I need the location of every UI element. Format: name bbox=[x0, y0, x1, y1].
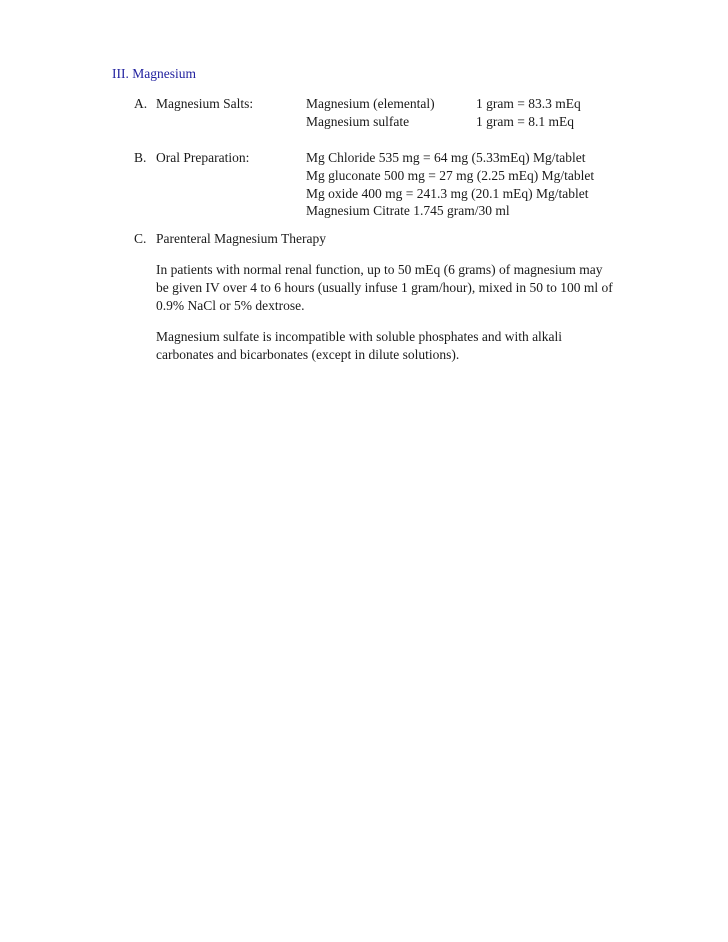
oral-prep-item: Magnesium Citrate 1.745 gram/30 ml bbox=[306, 203, 510, 218]
salt-name: Magnesium (elemental) bbox=[306, 96, 435, 111]
subsection-b-marker: B. bbox=[134, 150, 147, 165]
paragraph-line: carbonates and bicarbonates (except in dilute solutions). bbox=[156, 347, 460, 362]
subsection-b-title: Oral Preparation: bbox=[156, 150, 250, 165]
subsection-a-title: Magnesium Salts: bbox=[156, 96, 254, 111]
subsection-a-marker: A. bbox=[134, 96, 148, 111]
paragraph-line: Magnesium sulfate is incompatible with soluble phosphates and with alkali bbox=[156, 329, 563, 344]
subsection-c-title: Parenteral Magnesium Therapy bbox=[156, 231, 326, 246]
oral-prep-item: Mg oxide 400 mg = 241.3 mg (20.1 mEq) Mg/tablet bbox=[306, 186, 589, 201]
salt-value: 1 gram = 8.1 mEq bbox=[476, 114, 574, 129]
oral-prep-item: Mg Chloride 535 mg = 64 mg (5.33mEq) Mg/tablet bbox=[306, 150, 586, 165]
section-heading: III. Magnesium bbox=[112, 66, 196, 81]
subsection-c-marker: C. bbox=[134, 231, 147, 246]
paragraph-line: 0.9% NaCl or 5% dextrose. bbox=[156, 298, 305, 313]
oral-prep-item: Mg gluconate 500 mg = 27 mg (2.25 mEq) Mg/tablet bbox=[306, 168, 595, 183]
salt-value: 1 gram = 83.3 mEq bbox=[476, 96, 581, 111]
paragraph-line: In patients with normal renal function, up to 50 mEq (6 grams) of magnesium may bbox=[156, 262, 603, 277]
salt-name: Magnesium sulfate bbox=[306, 114, 410, 129]
paragraph-line: be given IV over 4 to 6 hours (usually infuse 1 gram/hour), mixed in 50 to 100 ml of bbox=[156, 280, 613, 295]
